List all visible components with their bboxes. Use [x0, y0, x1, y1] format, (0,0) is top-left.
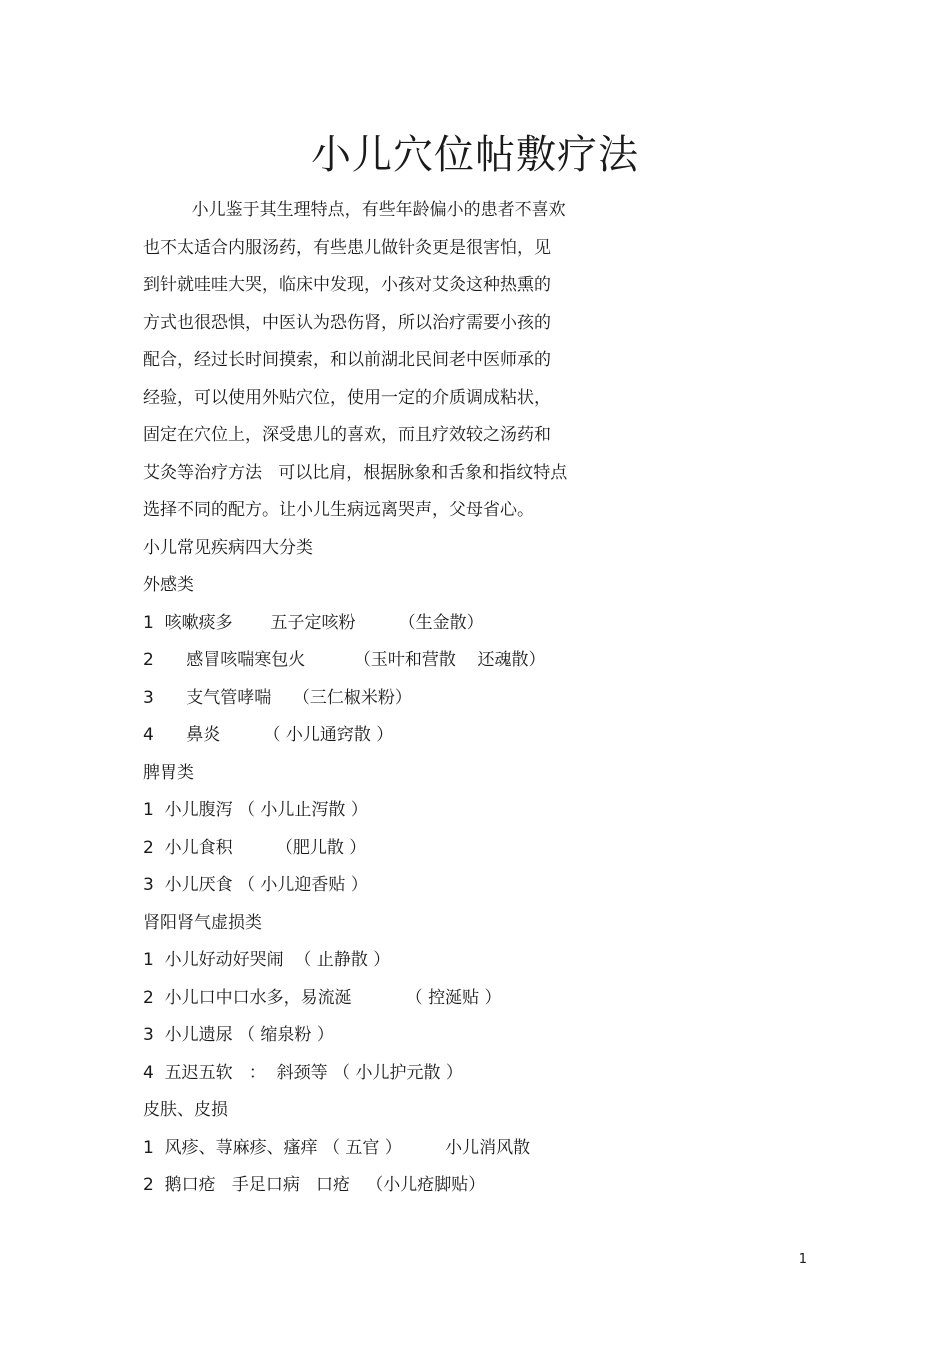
document-body — [143, 192, 613, 1205]
text-line: 脾胃类 — [143, 762, 194, 783]
text-line: 3 支气管哮喘 （三仁椒米粉） — [143, 687, 412, 708]
text-line: 也不太适合内服汤药，有些患儿做针灸更是很害怕，见 — [143, 237, 551, 258]
text-line: 1 咳嗽痰多 五子定咳粉 （生金散） — [143, 612, 484, 633]
text-line: 1 小儿好动好哭闹 （ 止静散 ） — [143, 950, 391, 970]
text-line: 艾灸等治疗方法 可以比肩，根据脉象和舌象和指纹特点 — [143, 462, 568, 483]
text-line: 2 感冒咳喘寒包火 （玉叶和营散 还魂散） — [143, 650, 546, 670]
text-line: 3 小儿厌食 （ 小儿迎香贴 ） — [143, 875, 368, 895]
text-line: 方式也很恐惧，中医认为恐伤肾，所以治疗需要小孩的 — [143, 312, 551, 333]
text-line: 1 风疹、荨麻疹、瘙痒 （ 五官 ） 小儿消风散 — [143, 1137, 531, 1158]
text-line: 到针就哇哇大哭，临床中发现，小孩对艾灸这种热熏的 — [143, 275, 551, 295]
text-line: 1 小儿腹泻 （ 小儿止泻散 ） — [143, 800, 368, 820]
text-line: 3 小儿遗尿 （ 缩泉粉 ） — [143, 1025, 334, 1045]
text-line: 固定在穴位上，深受患儿的喜欢，而且疗效较之汤药和 — [143, 425, 551, 445]
document-title: 小儿穴位帖敷疗法 — [311, 132, 639, 178]
text-line: 配合，经过长时间摸索，和以前湖北民间老中医师承的 — [143, 350, 551, 370]
text-line: 外感类 — [143, 575, 194, 595]
text-line: 皮肤、皮损 — [143, 1100, 228, 1120]
page-number: 1 — [798, 1252, 807, 1267]
text-line: 小儿常见疾病四大分类 — [143, 537, 313, 558]
text-line: 肾阳肾气虚损类 — [143, 912, 262, 933]
text-line: 2 小儿口中口水多，易流涎 （ 控涎贴 ） — [143, 987, 502, 1008]
text-line: 经验，可以使用外贴穴位，使用一定的介质调成粘状， — [143, 387, 551, 408]
text-line: 2 鹅口疮 手足口病 口疮 （小儿疮脚贴） — [143, 1175, 486, 1195]
text-line: 4 五迟五软 ： 斜颈等 （ 小儿护元散 ） — [143, 1062, 463, 1083]
text-line: 小儿鉴于其生理特点，有些年龄偏小的患者不喜欢 — [143, 200, 566, 220]
text-line: 4 鼻炎 （ 小儿通窍散 ） — [143, 725, 394, 745]
text-line: 2 小儿食积 （肥儿散 ） — [143, 837, 367, 858]
text-line: 选择不同的配方。让小儿生病远离哭声，父母省心。 — [143, 500, 534, 520]
